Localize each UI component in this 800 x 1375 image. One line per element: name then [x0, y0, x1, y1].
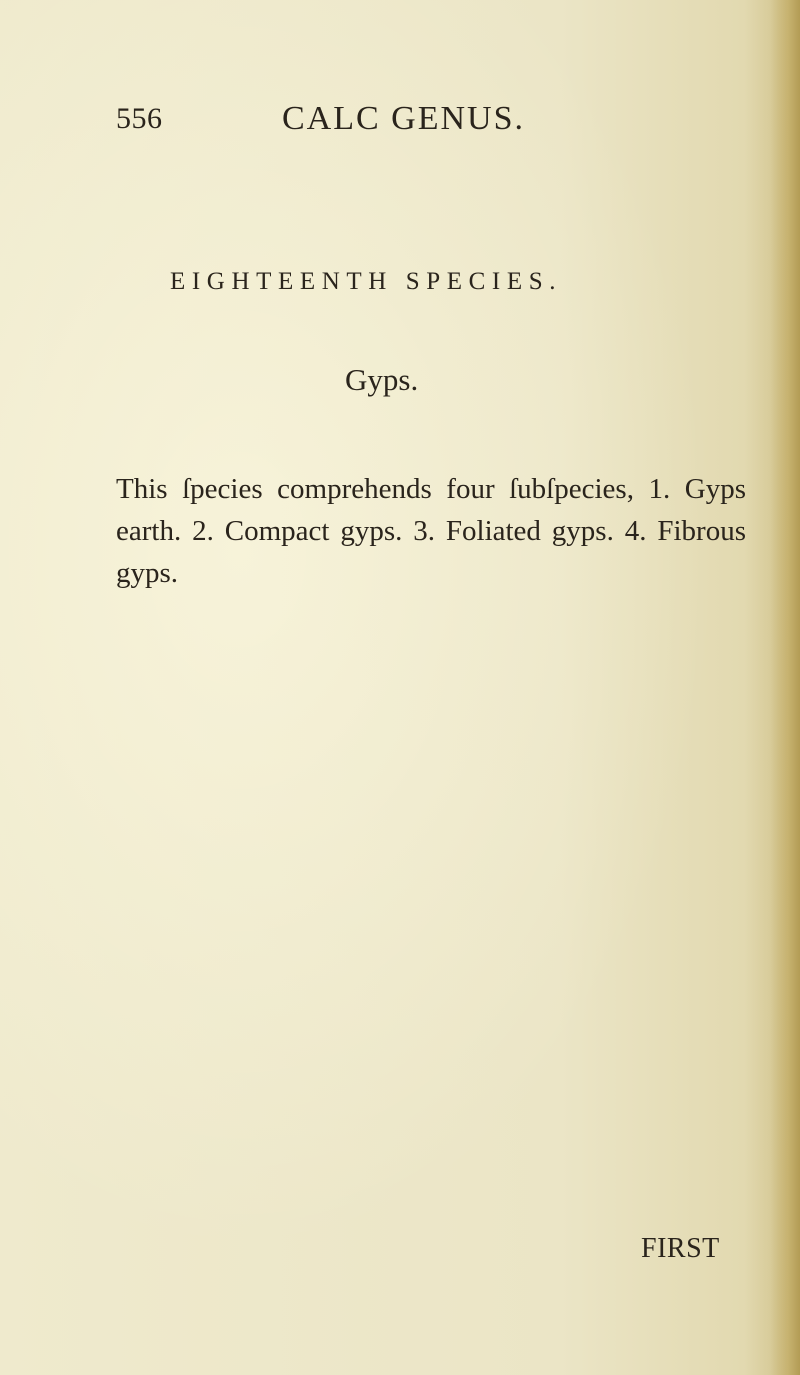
catchword: FIRST — [641, 1233, 720, 1264]
page-number: 556 — [116, 102, 163, 135]
page-edge-stain — [770, 0, 800, 1375]
header-title: CALC GENUS. — [282, 100, 526, 137]
species-heading: EIGHTEENTH SPECIES. — [170, 268, 563, 295]
running-head — [116, 100, 676, 144]
species-description: This ſpecies comprehends four ſubſpecies, 1. Gyps earth. 2. Compact gyps. 3. Foliated gyps. 4. Fibrous gyps. — [116, 473, 746, 589]
species-name: Gyps. — [345, 362, 419, 397]
